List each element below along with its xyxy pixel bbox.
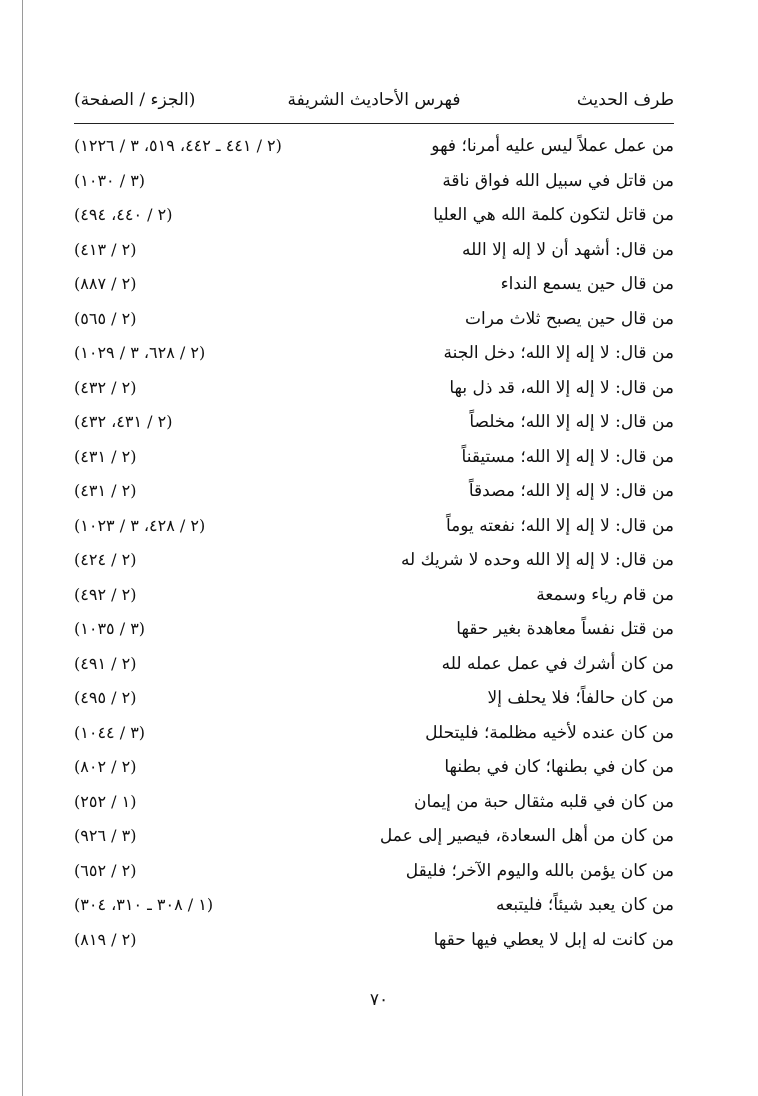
volume-page-reference: (٣ / ١٠٣٠) (74, 170, 146, 190)
hadith-text: من قاتل لتكون كلمة الله هي العليا (433, 205, 674, 225)
index-entry (74, 372, 674, 407)
hadith-text: من كان يؤمن بالله واليوم الآخر؛ فليقل (405, 860, 674, 881)
header-reference-title: (الجزء / الصفحة) (74, 90, 196, 110)
hadith-text: من كان أشرك في عمل عمله لله (441, 653, 674, 674)
volume-page-reference: (٢ / ٤٩١) (74, 653, 137, 673)
index-entry (74, 130, 674, 165)
index-entry (74, 268, 674, 303)
index-entry (74, 406, 674, 441)
index-entry (74, 682, 674, 717)
margin-line (22, 0, 23, 1096)
volume-page-reference: (٢ / ٤٣١، ٤٣٢) (74, 412, 173, 431)
hadith-index-list (74, 130, 674, 958)
index-entry (74, 889, 674, 924)
index-entry (74, 613, 674, 648)
hadith-text: من قال حين يسمع النداء (500, 274, 674, 294)
volume-page-reference: (٢ / ٨٨٧) (74, 274, 137, 293)
volume-page-reference: (٢ / ٤٣١) (74, 481, 137, 500)
index-entry (74, 855, 674, 890)
hadith-text: من كانت له إبل لا يعطي فيها حقها (433, 929, 674, 950)
index-entry (74, 786, 674, 821)
volume-page-reference: (٢ / ٤١٣) (74, 239, 137, 259)
hadith-text: من قاتل في سبيل الله فواق ناقة (442, 170, 674, 191)
hadith-text: من كان حالفاً؛ فلا يحلف إلا (487, 688, 674, 708)
index-entry (74, 544, 674, 579)
index-entry (74, 199, 674, 234)
volume-page-reference: (٣ / ١٠٣٥) (74, 619, 146, 638)
index-entry (74, 924, 674, 959)
header-column-title: طرف الحديث (576, 90, 674, 110)
volume-page-reference: (٢ / ٦٢٨، ٣ / ١٠٢٩) (74, 343, 206, 362)
hadith-text: من كان يعبد شيئاً؛ فليتبعه (496, 895, 674, 915)
volume-page-reference: (٢ / ٤٢٨، ٣ / ١٠٢٣) (74, 515, 206, 535)
volume-page-reference: (٢ / ٦٥٢) (74, 860, 137, 880)
volume-page-reference: (٢ / ٤٣٢) (74, 377, 137, 397)
hadith-text: من كان عنده لأخيه مظلمة؛ فليتحلل (425, 722, 674, 743)
volume-page-reference: (٢ / ٨١٩) (74, 929, 137, 949)
hadith-text: من قام رياء وسمعة (536, 584, 674, 605)
index-entry (74, 717, 674, 752)
hadith-text: من قال: لا إله إلا الله؛ مخلصاً (469, 412, 674, 432)
volume-page-reference: (٢ / ٥٦٥) (74, 308, 137, 328)
volume-page-reference: (٢ / ٤٢٤) (74, 550, 137, 569)
hadith-text: من قتل نفساً معاهدة بغير حقها (456, 619, 674, 639)
header-rule (74, 123, 674, 124)
index-entry (74, 579, 674, 614)
hadith-text: من قال: لا إله إلا الله؛ نفعته يوماً (445, 515, 674, 536)
hadith-text: من قال: لا إله إلا الله؛ مستيقناً (461, 446, 674, 467)
index-entry (74, 751, 674, 786)
volume-page-reference: (٢ / ٤٩٢) (74, 584, 137, 604)
volume-page-reference: (٣ / ١٠٤٤) (74, 722, 146, 742)
volume-page-reference: (١ / ٢٥٢) (74, 791, 137, 811)
hadith-text: من كان في قلبه مثقال حبة من إيمان (413, 791, 674, 812)
index-entry (74, 234, 674, 269)
hadith-text: من قال: أشهد أن لا إله إلا الله (462, 239, 674, 260)
running-header (74, 86, 674, 118)
volume-page-reference: (٣ / ٩٢٦) (74, 826, 137, 845)
volume-page-reference: (٢ / ٤٤٠، ٤٩٤) (74, 205, 173, 224)
index-entry (74, 648, 674, 683)
volume-page-reference: (٢ / ٨٠٢) (74, 757, 137, 776)
page-number: ٧٠ (369, 990, 389, 1010)
index-entry (74, 441, 674, 476)
hadith-text: من عمل عملاً ليس عليه أمرنا؛ فهو (431, 136, 674, 156)
header-index-title: فهرس الأحاديث الشريفة (287, 90, 461, 110)
hadith-text: من قال: لا إله إلا الله، قد ذل بها (449, 377, 674, 398)
volume-page-reference: (٢ / ٤٤١ ـ ٤٤٢، ٥١٩، ٣ / ١٢٢٦) (74, 136, 282, 155)
index-entry (74, 337, 674, 372)
index-entry (74, 475, 674, 510)
hadith-text: من قال: لا إله إلا الله؛ مصدقاً (468, 481, 674, 501)
volume-page-reference: (٢ / ٤٩٥) (74, 688, 137, 707)
volume-page-reference: (٢ / ٤٣١) (74, 446, 137, 466)
index-entry (74, 303, 674, 338)
volume-page-reference: (١ / ٣٠٨ ـ ٣١٠، ٣٠٤) (74, 895, 214, 914)
index-entry (74, 165, 674, 200)
hadith-text: من كان من أهل السعادة، فيصير إلى عمل (379, 826, 674, 846)
hadith-text: من قال: لا إله إلا الله وحده لا شريك له (400, 550, 674, 570)
index-entry (74, 510, 674, 545)
index-entry (74, 820, 674, 855)
hadith-text: من كان في بطنها؛ كان في بطنها (444, 757, 674, 777)
hadith-text: من قال: لا إله إلا الله؛ دخل الجنة (443, 343, 674, 363)
hadith-text: من قال حين يصبح ثلاث مرات (465, 308, 674, 329)
